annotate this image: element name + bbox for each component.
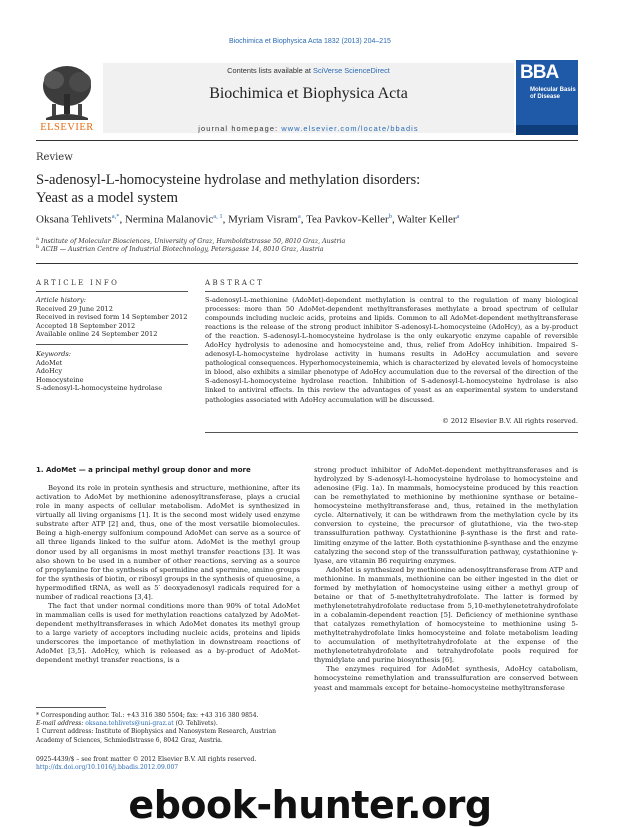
author[interactable]: Nermina Malanovic <box>124 213 214 226</box>
article-info-rule <box>36 291 188 292</box>
homepage-link[interactable]: www.elsevier.com/locate/bbadis <box>281 124 419 133</box>
affiliations-divider <box>36 263 578 264</box>
history-item: Accepted 18 September 2012 <box>36 321 136 330</box>
footnotes <box>36 712 300 745</box>
article-info <box>36 296 188 398</box>
abstract-text: S-adenosyl-L-methionine (AdoMet)-dependent methylation is central to the regulation of many biological processes: more than 50 AdoMet-dependent methyltransferases methylate a broad spectrum of cellular compounds including nucleic acids, proteins and lipids. Common to all AdoMet-dependent methyltransferase reactions is the release of the strong product inhibitor S-adenosyl-L-homocysteine (AdoHcy), as a by-product of the reaction. S-adenosyl-L-homocysteine hydrolase is the only eukaryotic enzyme capable of reversible AdoHcy hydrolysis to adenosine and homocysteine and, thus, relief from AdoHcy inhibition. Impaired S-adenosyl-L-homocysteine hydrolase activity in humans results in AdoHcy accumulation and severe pathological consequences. Hyperhomocysteinemia, which is characterized by elevated levels of homocysteine in blood, also exhibits a similar phenotype of AdoHcy accumulation due to the reversal of the direction of the S-adenosyl-L-homocysteine hydrolase reaction. Inhibition of S-adenosyl-L-homocysteine hydrolase is also linked to antiviral effects. In this review the advantages of yeast as an experimental system to understand pathologies associated with AdoHcy accumulation will be discussed. <box>205 296 578 404</box>
article-type: Review <box>36 152 73 163</box>
corresponding-author-note: * Corresponding author. Tel.: +43 316 380 5504; fax: +43 316 380 9854. <box>36 712 259 719</box>
section-heading: 1. AdoMet — a principal methyl group donor and more <box>36 466 251 474</box>
email-suffix: (O. Tehlivets). <box>173 720 218 728</box>
title-line-1: S-adenosyl-L-homocysteine hydrolase and methylation disorders: <box>36 172 421 188</box>
body-column-right <box>314 466 578 693</box>
author[interactable]: Oksana Tehlivets <box>36 213 112 226</box>
cover-title: BBA <box>520 62 559 83</box>
journal-reference[interactable]: Biochimica et Biophysica Acta 1832 (2013) 204–215 <box>229 38 391 45</box>
affiliation-mark: a <box>36 236 39 242</box>
affiliation-text: ACIB — Austrian Centre of Industrial Biotechnology, Petersgasse 14, 8010 Graz, Austria <box>41 246 324 254</box>
article-history <box>36 296 188 339</box>
author-separator: , <box>222 213 229 226</box>
sciencedirect-link[interactable]: SciVerse ScienceDirect <box>313 66 390 75</box>
keyword: S-adenosyl-L-homocysteine hydrolase <box>36 384 163 393</box>
abstract-heading: ABSTRACT <box>205 279 265 287</box>
journal-title: Biochimica et Biophysica Acta <box>209 85 408 102</box>
keyword: AdoHcy <box>36 367 63 376</box>
homepage-prefix: journal homepage: <box>198 124 282 133</box>
body-paragraph: strong product inhibitor of AdoMet-dependent methyltransferases and is hydrolyzed by S-adenosyl-L-homocysteine hydrolase to homocysteine and adenosine (Fig. 1a). In mammals, homocysteine produced by this reaction can be remethylated to methionine by methionine synthase or betaine–homocysteine methyltransferase and, thus, retained in the methylation cycle. Alternatively, it can be withdrawn from the methylation cycle by its conversion to cysteine, the precursor of glutathione, via the two-step transsulfuration pathway. Cystathionine β-synthase is the first and rate-limiting enzyme of the latter. Both cystathionine β-synthase and the enzyme catalyzing the second step of the transsulfuration pathway, cystathionine γ-lyase, are vitamin B6 requiring enzymes. <box>314 466 578 565</box>
issn-line: 0925-4439/$ – see front matter © 2012 Elsevier B.V. All rights reserved. <box>36 756 257 763</box>
journal-cover-thumbnail[interactable] <box>516 60 578 135</box>
author-affil-mark: b <box>388 213 392 220</box>
cover-stripe <box>516 125 578 135</box>
current-address-note: 1 Current address: Institute of Biophysics and Nanosystem Research, Austrian Academy of Sciences, Schmiedlstrasse 6, 8042 Graz, Austria. <box>36 728 277 744</box>
article-title <box>36 172 578 207</box>
doi-link[interactable]: http://dx.doi.org/10.1016/j.bbadis.2012.09.007 <box>36 764 179 772</box>
cover-subtitle: Molecular Basis of Disease <box>530 87 576 100</box>
author-affil-mark: a <box>297 213 301 220</box>
author-list <box>36 213 578 226</box>
copyright-notice: © 2012 Elsevier B.V. All rights reserved. <box>442 417 578 425</box>
body-paragraph: AdoMet is synthesized by methionine adenosyltransferase from ATP and methionine. In mammals, methionine can be either ingested in the diet or formed by methylation of homocysteine using either a methyl group of betaine or that of 5-methyltetrahydrofolate. The latter is formed by methylenetetrahydrofolate reductase from 5,10-methylenetetrahydrofolate in a cobalamin-dependent reaction [5]. Deficiency of methionine synthase that catalyzes remethylation of homocysteine to methionine using 5-methyltetrahydrofolate links homocysteine and folate metabolism leading to accumulation of methyltetrahydrofolate at the expense of the methylenetetrahydrofolate and tetrahydrofolate pools required for thymidylate and purine biosynthesis [6]. <box>314 565 578 665</box>
keywords <box>36 350 188 393</box>
watermark-text: ebook-hunter.org <box>128 783 492 827</box>
email-label: E-mail address: <box>36 720 86 728</box>
body-paragraph: The fact that under normal conditions more than 90% of total AdoMet in mammalian cells is used for methylation reactions catalyzed by AdoMet-dependent methyltransferases in which AdoMet donates its methyl group to a large variety of acceptors including nucleic acids, proteins and lipids underscores the importance of methylation in downstream reactions of AdoMet [3,5]. AdoHcy, which is released as a by-product of AdoMet-dependent methyl transfer reactions, is a <box>36 601 300 665</box>
abstract-rule <box>205 291 578 292</box>
author-separator: , <box>391 213 398 226</box>
elsevier-wordmark: ELSEVIER <box>40 122 94 133</box>
keywords-label: Keywords: <box>36 349 71 358</box>
email-note <box>36 720 300 728</box>
keyword: Homocysteine <box>36 375 84 384</box>
body-paragraph: The enzymes required for AdoMet synthesis, AdoHcy catabolism, homocysteine remethylation and transsulfuration are conserved between yeast and mammals except for betaine–homocysteine methyltransferase <box>314 665 578 692</box>
affiliation-text: Institute of Molecular Biosciences, University of Graz, Humboldtstrasse 50, 8010 Graz, Austria <box>41 238 346 246</box>
body-column-left <box>36 466 300 665</box>
body-paragraph: Beyond its role in protein synthesis and structure, methionine, after its activation to AdoMet by methionine adenosyltransferase, plays a crucial role in many aspects of cellular metabolism. AdoMet is synthesized in virtually all living organisms [1]. It is the second most widely used enzyme substrate after ATP [2] and, thus, one of the most versatile biomolecules. Being a high-energy sulfonium compound AdoMet can serve as a source of all three ligands linked to the sulfur atom. AdoMet is the methyl group donor used by all organisms in most methyl transfer reactions [3]. It was also shown to be used in a number of other reactions, serving as a source of propylamine for the synthesis of spermidine and spermine, amino groups for the synthesis of biotin, or ribosyl groups in the synthesis of queuosine, a hypermodified tRNA, as well as 5′ deoxyadenosyl radicals required for a number of radical reactions [3,4]. <box>36 484 300 601</box>
author-affil-mark: a, 1 <box>213 213 223 220</box>
contents-line <box>103 66 514 75</box>
contents-prefix: Contents lists available at <box>227 66 314 75</box>
author-separator: , <box>300 213 307 226</box>
email-link[interactable]: oksana.tehlivets@uni-graz.at <box>85 720 174 728</box>
history-item: Received 29 June 2012 <box>36 304 113 313</box>
header-divider <box>36 140 578 141</box>
author[interactable]: Myriam Visram <box>228 213 298 226</box>
author[interactable]: Walter Keller <box>397 213 457 226</box>
author[interactable]: Tea Pavkov-Keller <box>306 213 389 226</box>
journal-homepage <box>103 124 514 133</box>
history-label: Article history: <box>36 296 86 304</box>
footnote-divider <box>36 707 106 708</box>
article-info-heading: ARTICLE INFO <box>36 279 120 287</box>
author-affil-mark: a,* <box>111 213 120 220</box>
author-affil-mark: a <box>456 213 460 220</box>
affiliation-b <box>36 244 578 253</box>
title-line-2: Yeast as a model system <box>36 189 179 206</box>
issn-block <box>36 756 300 772</box>
affiliation-mark: b <box>36 244 40 250</box>
keywords-rule <box>36 344 188 345</box>
keyword: AdoMet <box>36 358 63 367</box>
history-item: Available online 24 September 2012 <box>36 330 158 339</box>
abstract-bottom-rule <box>205 432 578 433</box>
history-item: Received in revised form 14 September 2012 <box>36 313 188 322</box>
author-separator: , <box>119 213 125 226</box>
